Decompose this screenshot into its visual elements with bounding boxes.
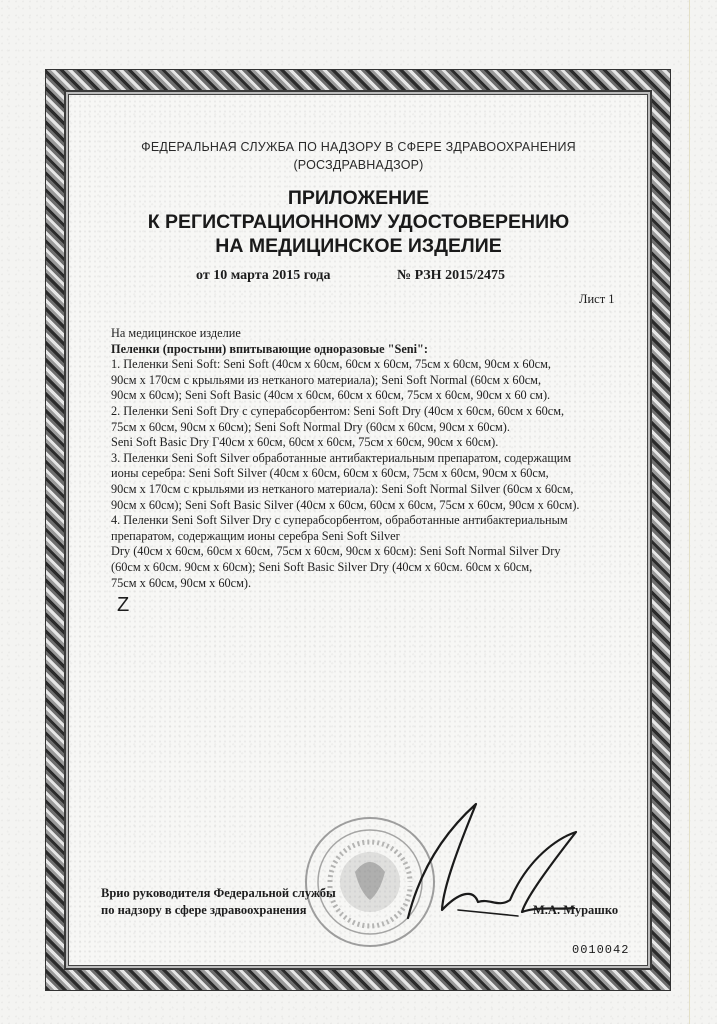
- body-line: 3. Пеленки Seni Soft Silver обработанные антибактериальным препаратом, содержащим: [111, 450, 572, 465]
- document-title: [0, 186, 717, 258]
- body-line: Dry (40см х 60см, 60см х 60см, 75см х 60см, 90см х 60см): Seni Soft Normal Silver Dry: [111, 544, 561, 559]
- signatory-title: [101, 885, 336, 919]
- intro-line: На медицинское изделие: [111, 326, 241, 340]
- form-serial-number: 0010042: [572, 943, 630, 957]
- product-heading: Пеленки (простыни) впитывающие одноразовые "Seni":: [111, 341, 428, 356]
- issue-date: от 10 марта 2015 года: [196, 268, 331, 283]
- agency-name: ФЕДЕРАЛЬНАЯ СЛУЖБА ПО НАДЗОРУ В СФЕРЕ ЗДРАВООХРАНЕНИЯ: [141, 140, 576, 154]
- body-line: 2. Пеленки Seni Soft Dry с суперабсорбентом: Seni Soft Dry (40см х 60см, 60см х 60см,: [111, 403, 565, 418]
- title-line-1: ПРИЛОЖЕНИЕ: [287, 187, 430, 209]
- body-line: 90см х 170см с крыльями из нетканого материала): Seni Soft Normal Silver (60см х 60см,: [111, 481, 574, 496]
- body-line: Seni Soft Basic Dry Г40см х 60см, 60см х 60см, 75см х 60см, 90см х 60см).: [111, 435, 499, 450]
- body-line: (60см х 60см. 90см х 60см); Seni Soft Basic Silver Dry (40см х 60см. 60см х 60см,: [111, 559, 533, 574]
- body-line: 90см х 170см с крыльями из нетканого материала); Seni Soft Normal (60см х 60см,: [111, 372, 542, 387]
- signatory-title-line-2: по надзору в сфере здравоохранения: [101, 903, 307, 917]
- title-line-3: НА МЕДИЦИНСКОЕ ИЗДЕЛИЕ: [215, 235, 502, 257]
- signatory-title-line-1: Врио руководителя Федеральной службы: [101, 886, 336, 900]
- body-line: препаратом, содержащим ионы серебра Seni Soft Silver: [111, 528, 400, 543]
- signatory-name: М.А. Мурашко: [533, 903, 619, 917]
- body-line: 90см х 60см); Seni Soft Basic Silver (40см х 60см, 60см х 60см, 75см х 60см, 90см х 60см).: [111, 497, 580, 512]
- body-line: 1. Пеленки Seni Soft: Seni Soft (40см х 60см, 60см х 60см, 75см х 60см, 90см х 60см,: [111, 357, 551, 372]
- body-line: 4. Пеленки Seni Soft Silver Dry с суперабсорбентом, обработанные антибактериальным: [111, 513, 568, 528]
- agency-abbreviation: (РОСЗДРАВНАДЗОР): [293, 158, 424, 172]
- sheet-number: Лист 1: [579, 292, 615, 306]
- title-line-2: К РЕГИСТРАЦИОННОМУ УДОСТОВЕРЕНИЮ: [147, 211, 570, 233]
- agency-header: [0, 68, 717, 172]
- closing-mark: Z: [117, 594, 130, 616]
- document-body: [111, 326, 631, 591]
- body-line: 90см х 60см); Seni Soft Basic (40см х 60см, 60см х 60см, 75см х 60см, 90см х 60 см).: [111, 388, 551, 403]
- body-line: 75см х 60см, 90см х 60см); Seni Soft Normal Dry (60см х 60см, 90см х 60см).: [111, 419, 510, 434]
- body-line: 75см х 60см, 90см х 60см).: [111, 575, 252, 590]
- body-line: ионы серебра: Seni Soft Silver (40см х 60см, 60см х 60см, 75см х 60см, 90см х 60см,: [111, 466, 549, 481]
- registration-number: № РЗН 2015/2475: [397, 268, 505, 283]
